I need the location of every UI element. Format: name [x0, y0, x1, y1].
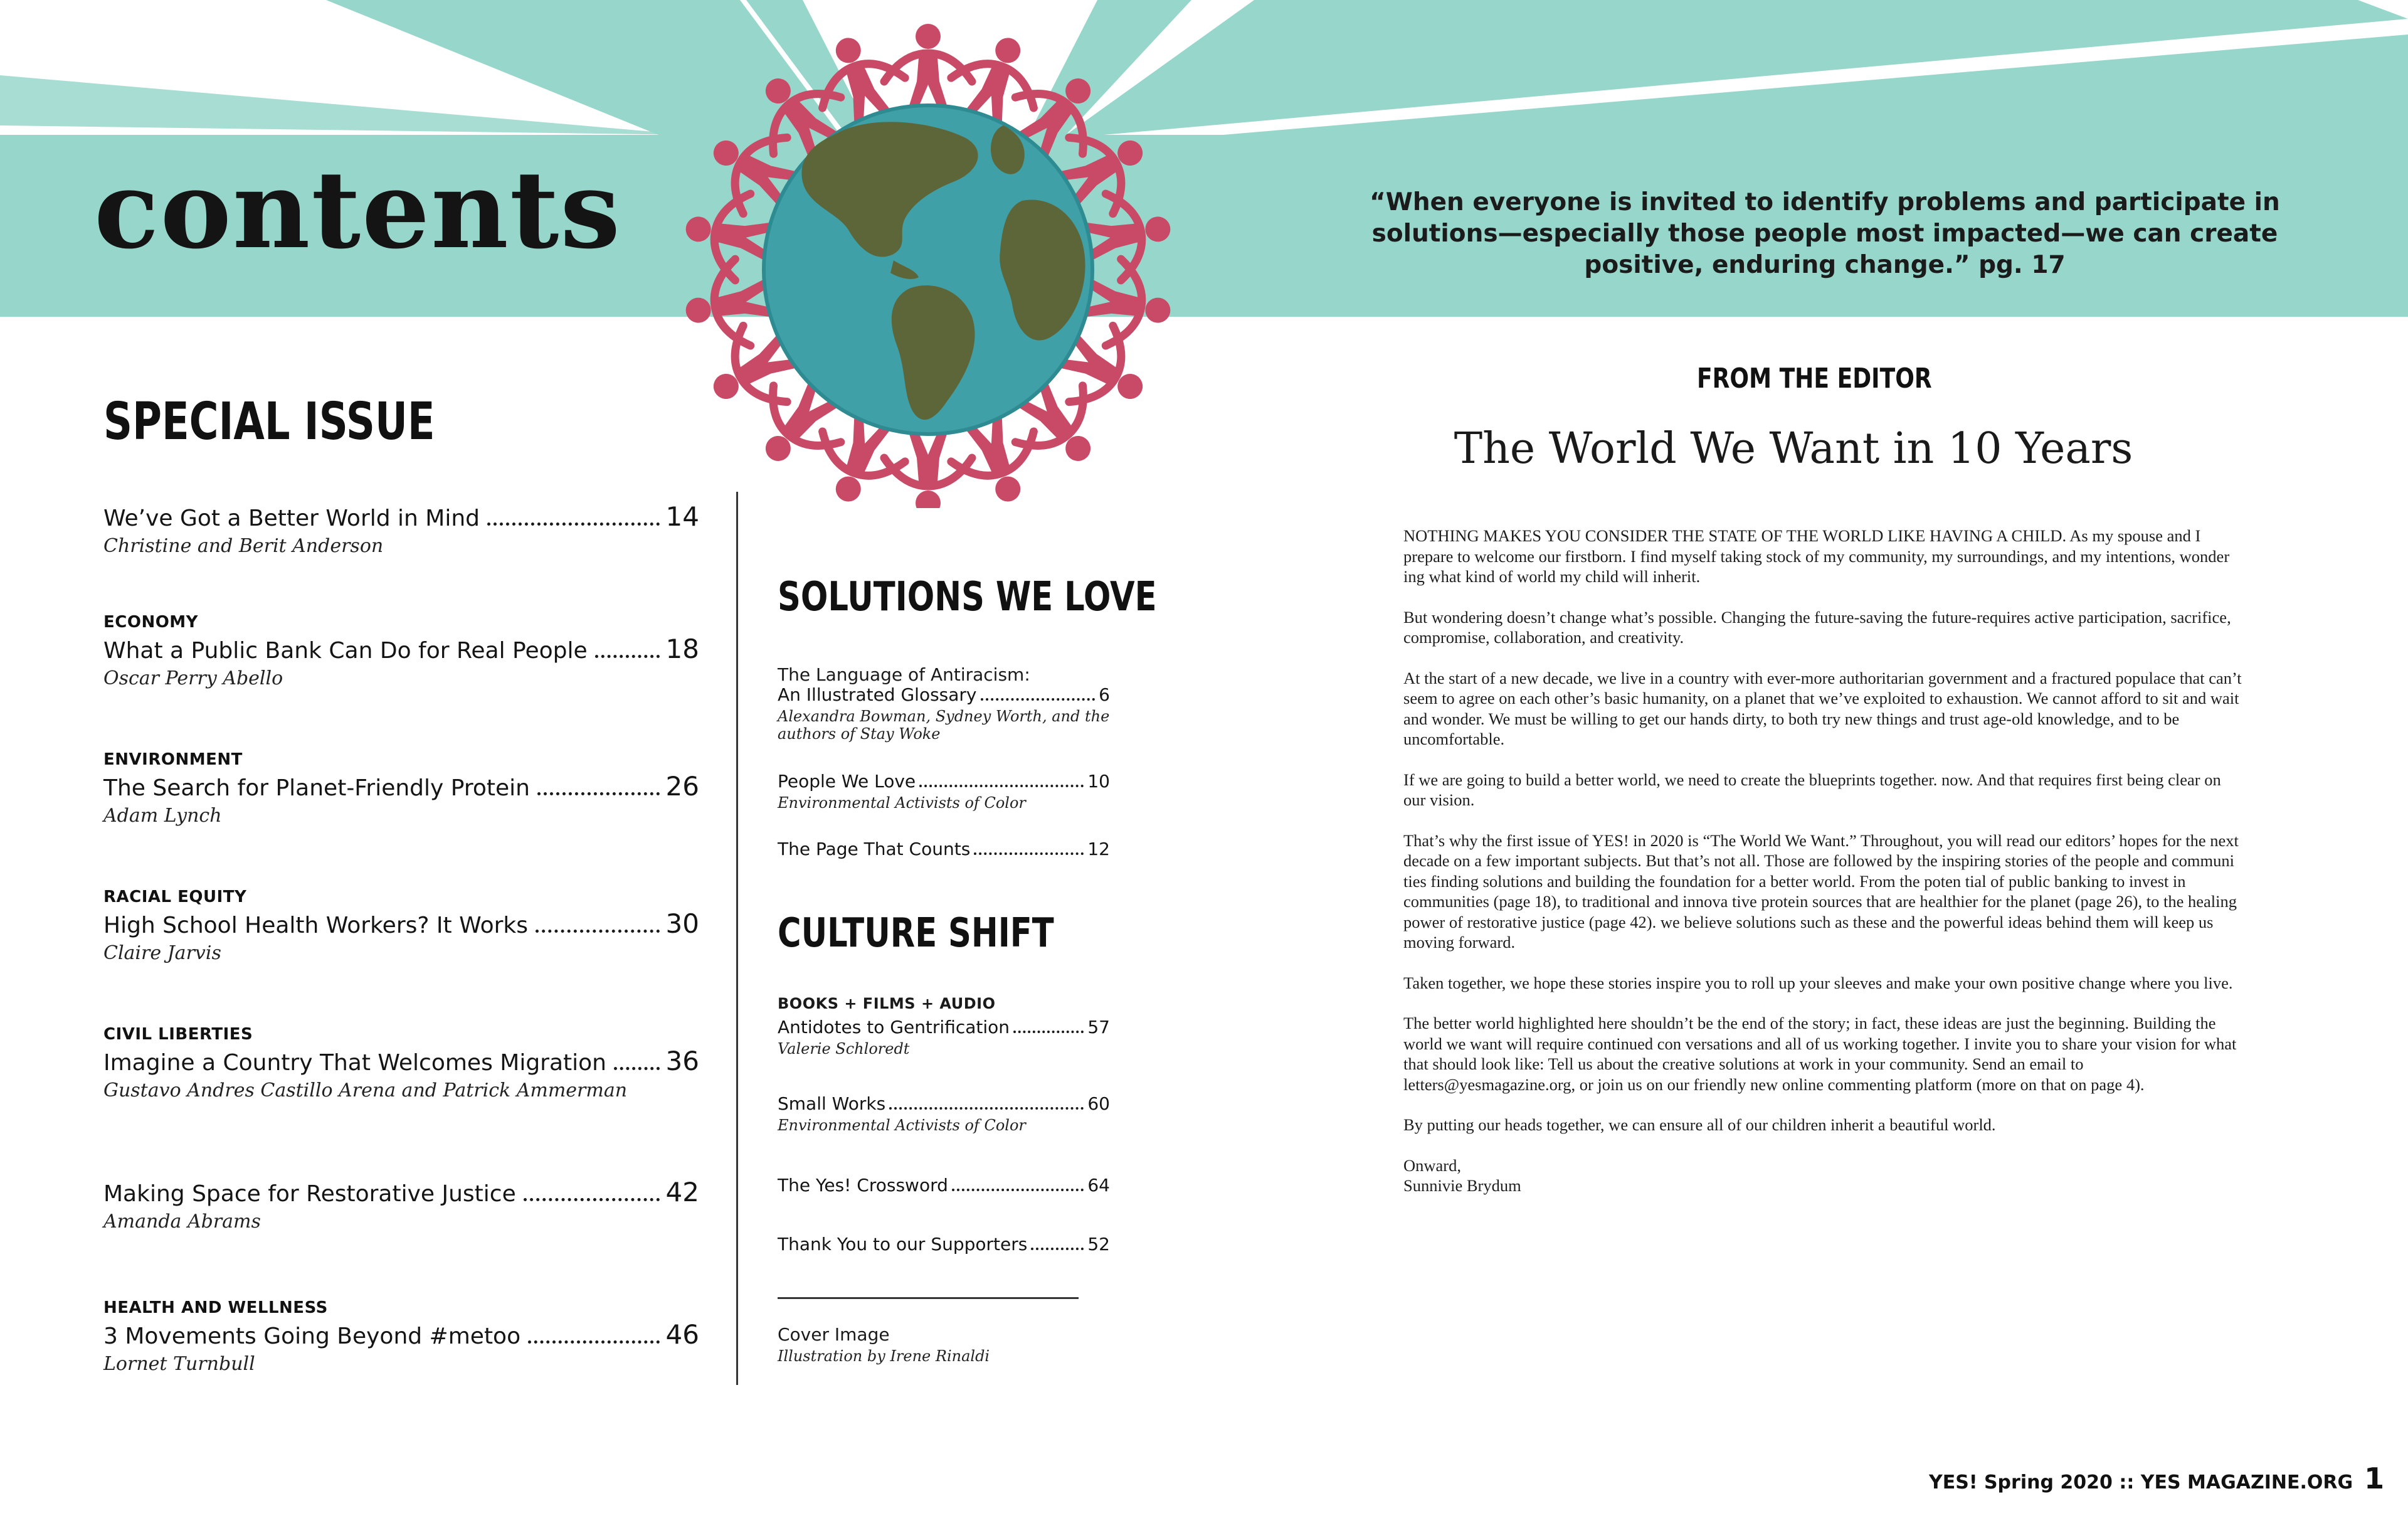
toc-entry[interactable]: [103, 1298, 699, 1377]
dot-leader: [974, 852, 1084, 855]
toc-entry-category: HEALTH AND WELLNESS: [103, 1298, 328, 1317]
toc-entry-page: 64: [1087, 1175, 1110, 1196]
toc-entry-author: Christine and Berit Anderson: [103, 535, 384, 557]
toc-entry-page: 10: [1087, 771, 1110, 792]
culture-entry[interactable]: [778, 1175, 1110, 1196]
toc-entry-title: An Illustrated Glossary: [778, 684, 977, 705]
toc-entry-page: 18: [665, 634, 699, 664]
editor-paragraph: But wondering doesn’t change what’s possible. Changing the future-saving the future-requires active participation, sacrifice, compromise, collaboration, and creativity.: [1403, 607, 2231, 647]
toc-entry-author: Valerie Schloredt: [778, 1040, 910, 1058]
toc-entry-page: 26: [665, 771, 699, 802]
solutions-entry[interactable]: [778, 665, 1110, 743]
column-divider: [736, 492, 738, 1385]
toc-entry[interactable]: [103, 750, 699, 829]
pull-quote: “When everyone is invited to identify problems and participate in solutions—especially those people most impacted—we can create positive, enduring change.” pg. 17: [1370, 188, 2280, 279]
toc-entry-category: ECONOMY: [103, 613, 199, 632]
toc-entry-title: The Search for Planet-Friendly Protein: [103, 775, 530, 801]
toc-entry[interactable]: [103, 502, 699, 559]
editor-paragraph: If we are going to build a better world, we need to create the blueprints together. now. And that requires first being clear on our vision.: [1403, 770, 2221, 809]
culture-entry[interactable]: [778, 995, 1110, 1058]
toc-entry-title: High School Health Workers? It Works: [103, 913, 529, 938]
toc-entry-title: Imagine a Country That Welcomes Migration: [103, 1050, 607, 1076]
toc-entry-page: 36: [665, 1046, 699, 1076]
toc-entry-page: 46: [665, 1319, 699, 1350]
toc-entry-category: BOOKS + FILMS + AUDIO: [778, 995, 996, 1012]
toc-entry-author: Gustavo Andres Castillo Arena and Patrick Ammerman: [103, 1079, 628, 1101]
page-number: 1: [2364, 1461, 2385, 1495]
dot-leader: [952, 1189, 1084, 1191]
toc-entry-title: 3 Movements Going Beyond #metoo: [103, 1323, 521, 1349]
toc-entry-title: The Yes! Crossword: [778, 1175, 948, 1196]
culture-entry[interactable]: [778, 1234, 1110, 1255]
dot-leader: [981, 698, 1096, 701]
toc-entry-author: Lornet Turnbull: [103, 1353, 255, 1375]
toc-entry-title: Small Works: [778, 1093, 886, 1114]
dot-leader: [614, 1067, 660, 1070]
editor-letter-title: The World We Want in 10 Years: [1454, 424, 2133, 474]
toc-entry-category: ENVIRONMENT: [103, 750, 243, 769]
dot-leader: [528, 1340, 659, 1344]
toc-entry-author: Amanda Abrams: [103, 1211, 261, 1233]
toc-entry[interactable]: [103, 1025, 699, 1103]
toc-entry-title: What a Public Bank Can Do for Real People: [103, 638, 588, 664]
toc-entry-title: The Language of Antiracism:: [778, 664, 1030, 685]
editor-paragraph: NOTHING MAKES YOU CONSIDER THE STATE OF THE WORLD LIKE HAVING A CHILD. As my spouse and I prepare to welcome our firstborn. I find myself taking stock of my community, my surroundings, and my intentions, wonder ing what kind of world my child will inherit.: [1403, 526, 2230, 586]
contents-title: contents: [94, 147, 622, 273]
toc-entry-page: 42: [665, 1177, 699, 1207]
editor-letter-body: [1403, 526, 2244, 1196]
editor-paragraph: At the start of a new decade, we live in a country with ever-more authoritarian government and a fractured populace that can’t seem to agree on each other’s basic humanity, on a planet that we’ve exploited to exhaustion. We cannot afford to sit and wait and wonder. We must be willing to get our hands dirty, to both try new things and trust age-old knowledge, and to be uncomfortable.: [1403, 668, 2242, 748]
culture-entry[interactable]: [778, 1094, 1110, 1134]
toc-entry-author: authors of Stay Woke: [778, 725, 941, 743]
toc-entry[interactable]: [103, 1177, 699, 1234]
toc-entry-page: 30: [665, 908, 699, 939]
toc-entry-page: 57: [1087, 1017, 1110, 1037]
ring-figure: [1082, 255, 1178, 356]
toc-entry-page: 6: [1099, 684, 1110, 705]
special-issue-list: [103, 502, 699, 1377]
dot-leader: [919, 785, 1084, 787]
cover-image-label: Cover Image: [778, 1324, 890, 1345]
dot-leader: [1013, 1031, 1084, 1033]
editor-paragraph: That’s why the first issue of YES! in 2020 is “The World We Want.” Throughout, you will read our editors’ hopes for the next decade on a few important subjects. But that’s not all. Those are followed by the inspiring stories of the people and communi ties finding solutions and building the foundation for a better world. From the poten tial of public banking to invest in communities (page 18), to traditional and innova tive protein sources that are healthier for the planet (page 26), to the healing power of restorative justice (page 42). we believe solutions such as these and the powerful ideas behind them will keep us moving forward.: [1403, 830, 2239, 952]
toc-entry-author: Claire Jarvis: [103, 942, 221, 964]
toc-entry-page: 60: [1087, 1093, 1110, 1114]
toc-entry-title: Thank You to our Supporters: [778, 1234, 1028, 1255]
solutions-entry[interactable]: [778, 772, 1110, 812]
toc-entry[interactable]: [103, 888, 699, 966]
globe-with-people-ring-icon: [652, 19, 1204, 508]
toc-entry-author: Alexandra Bowman, Sydney Worth, and the: [778, 708, 1110, 725]
toc-entry[interactable]: [103, 613, 699, 691]
toc-entry-title: The Page That Counts: [778, 839, 971, 859]
footer-text: YES! Spring 2020 :: YES MAGAZINE.ORG: [1929, 1472, 2353, 1493]
culture-shift-heading: CULTURE SHIFT: [778, 910, 1054, 957]
from-the-editor-kicker: FROM THE EDITOR: [1697, 363, 1932, 395]
dot-leader: [889, 1107, 1084, 1110]
toc-entry-category: RACIAL EQUITY: [103, 888, 247, 906]
toc-entry-author: Environmental Activists of Color: [778, 1117, 1026, 1134]
editor-paragraph: Taken together, we hope these stories inspire you to roll up your sleeves and make your own positive change where you live.: [1403, 973, 2233, 992]
editor-signoff: Onward,: [1403, 1155, 1461, 1175]
toc-entry-title: We’ve Got a Better World in Mind: [103, 506, 480, 531]
editor-signature: Sunnivie Brydum: [1403, 1176, 1521, 1195]
dot-leader: [537, 792, 660, 795]
toc-entry-title: People We Love: [778, 771, 916, 792]
dot-leader: [524, 1198, 660, 1201]
toc-entry-author: Oscar Perry Abello: [103, 667, 283, 689]
dot-leader: [1031, 1248, 1084, 1250]
page-footer: [1929, 1461, 2384, 1495]
toc-entry-author: Environmental Activists of Color: [778, 794, 1026, 812]
solutions-heading: SOLUTIONS WE LOVE: [778, 574, 1157, 620]
toc-entry-author: Adam Lynch: [103, 805, 222, 827]
cover-image-credit: Illustration by Irene Rinaldi: [778, 1347, 990, 1365]
dot-leader: [536, 930, 660, 933]
cover-divider: [778, 1297, 1079, 1299]
editor-paragraph: The better world highlighted here shouldn’t be the end of the story; in fact, these ideas are just the beginning. Building the world we want will require continued con versations and all of us working together. I invite you to share your vision for what that should look like: Tell us about the creative solutions at work in your community. Send an email to letters@yesmagazine.org, or join us on our friendly new online commenting platform (more on that on page 4).: [1403, 1014, 2237, 1094]
toc-entry-title: Antidotes to Gentrification: [778, 1017, 1010, 1037]
ring-figure: [679, 184, 774, 284]
toc-entry-page: 52: [1087, 1234, 1110, 1255]
toc-entry-category: CIVIL LIBERTIES: [103, 1025, 253, 1044]
special-issue-heading: SPECIAL ISSUE: [103, 392, 435, 452]
toc-entry-page: 14: [665, 501, 699, 532]
dot-leader: [595, 655, 660, 658]
editor-paragraph: By putting our heads together, we can ensure all of our children inherit a beautiful world.: [1403, 1115, 1996, 1134]
toc-entry-page: 12: [1087, 839, 1110, 859]
dot-leader: [487, 522, 660, 526]
toc-entry-title: Making Space for Restorative Justice: [103, 1181, 516, 1207]
solutions-entry[interactable]: [778, 839, 1110, 859]
cover-credit: [778, 1325, 1110, 1365]
ring-figure: [884, 24, 972, 105]
